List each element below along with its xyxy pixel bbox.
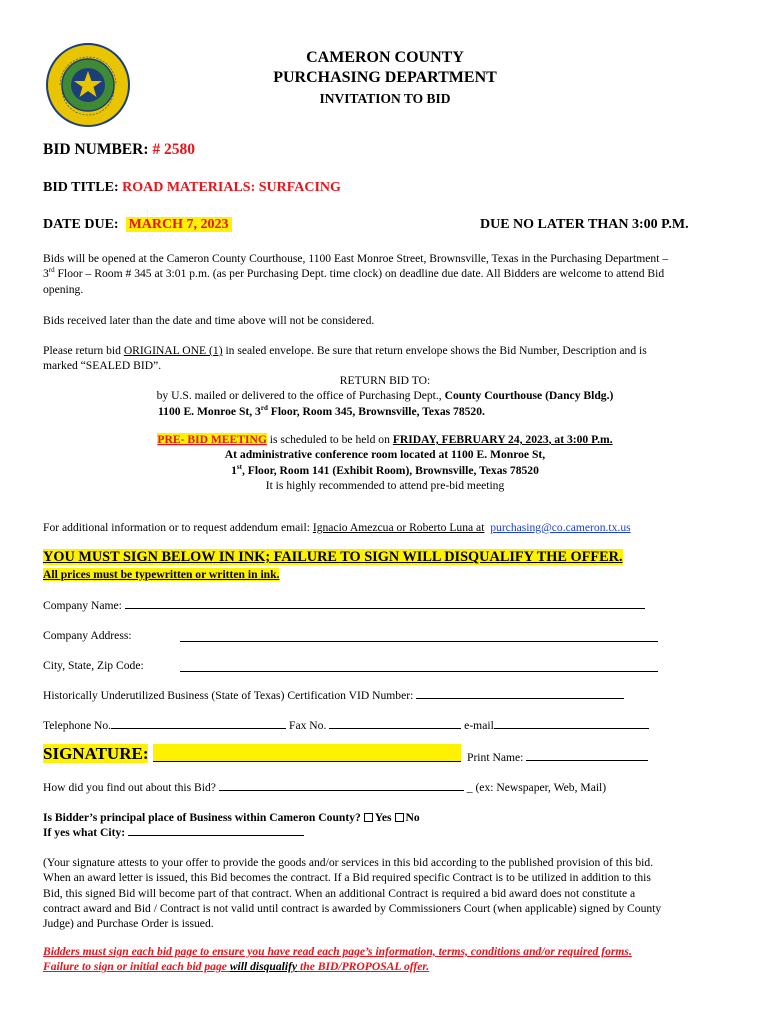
prebid-meeting: PRE- BID MEETING is scheduled to be held on FRIDAY, FEBRUARY 24, 2023, at 3:00 P.m. At administrative conference room located at 1100 E. Monroe St, 1st, Floor, Room 141 (Exhibit Room), Brownsville, Texas 78520 It is highly recommended to attend pre-bid meeting	[157, 433, 613, 492]
city-question[interactable]: If yes what City:	[43, 825, 304, 840]
date-due: DATE DUE: MARCH 7, 2023	[43, 217, 232, 233]
county-seal	[46, 43, 130, 127]
print-name-field[interactable]: Print Name:	[467, 750, 648, 765]
ink-notice: All prices must be typewritten or written in ink.	[43, 568, 280, 581]
header-department: PURCHASING DEPARTMENT	[273, 69, 497, 86]
header-invitation: INVITATION TO BID	[319, 91, 451, 106]
opening-paragraph: Bids will be opened at the Cameron County Courthouse, 1100 East Monroe Street, Brownsville, Texas in the Purchasing Department – 3rd Floor – Room # 345 at 3:01 p.m. (as per Purchasing Dept. time clock) on deadline due date. All Bidders are welcome to attend Bid opening.	[43, 252, 669, 296]
bid-source-field[interactable]: How did you find out about this Bid? _ (ex: Newspaper, Web, Mail)	[43, 781, 607, 794]
attestation-paragraph: (Your signature attests to your offer to provide the goods and/or services in this bid according to the published provision of this bid. When an award letter is issued, this Bid becomes the contract. If a Bid required specific Contract is to be utilized in addition to this Bid, this signed Bid will become part of that contract. When an additional Contract is required a bid award does not constitute a contract award and Bid / Contract is not valid until contract is awarded by Commissioners Court (when applicable) signed by County Judge) and Purchase Order is issued.	[43, 856, 662, 931]
city-state-zip-input[interactable]	[180, 670, 658, 672]
contact-numbers: Telephone No. Fax No. e-mail	[43, 718, 649, 733]
hub-vid-field[interactable]: Historically Underutilized Business (State of Texas) Certification VID Number:	[43, 688, 624, 703]
company-address-input[interactable]	[180, 640, 658, 642]
signature-label: SIGNATURE:	[43, 744, 461, 764]
signature-input[interactable]	[153, 744, 461, 762]
city-state-zip-label: City, State, Zip Code:	[43, 659, 144, 672]
no-checkbox[interactable]	[395, 813, 404, 822]
header-county: CAMERON COUNTY	[306, 49, 464, 66]
cameron-county-question: Is Bidder’s principal place of Business within Cameron County? Yes No	[43, 811, 420, 824]
footer-warning: Bidders must sign each bid page to ensure you have read each page’s information, terms, conditions and/or required forms. Failure to sign or initial each bid page will disqualify the BID/PROPOSAL offer.	[43, 945, 632, 974]
contact-line: For additional information or to request addendum email: Ignacio Amezcua or Roberto Luna at purchasing@co.cameron.tx.us	[43, 521, 631, 534]
return-address: RETURN BID TO: by U.S. mailed or delivered to the office of Purchasing Dept., County Courthouse (Dancy Bldg.) 1100 E. Monroe St, 3rd Floor, Room 345, Brownsville, Texas 78520.	[156, 374, 614, 418]
return-instructions: Please return bid ORIGINAL ONE (1) in sealed envelope. Be sure that return envelope shows the Bid Number, Description and is marked “SEALED BID”.	[43, 344, 647, 373]
company-address-label: Company Address:	[43, 629, 132, 642]
due-deadline: DUE NO LATER THAN 3:00 P.M.	[480, 217, 689, 232]
bid-title: BID TITLE: ROAD MATERIALS: SURFACING	[43, 180, 341, 195]
telephone-input[interactable]	[111, 727, 286, 729]
purchasing-email-link[interactable]: purchasing@co.cameron.tx.us	[490, 521, 631, 534]
sign-warning: YOU MUST SIGN BELOW IN INK; FAILURE TO SIGN WILL DISQUALIFY THE OFFER.	[43, 549, 623, 565]
bid-number: BID NUMBER: # 2580	[43, 141, 195, 158]
email-input[interactable]	[494, 727, 649, 729]
late-notice: Bids received later than the date and time above will not be considered.	[43, 314, 375, 327]
yes-checkbox[interactable]	[364, 813, 373, 822]
fax-input[interactable]	[329, 727, 461, 729]
company-name-field[interactable]: Company Name:	[43, 598, 645, 613]
